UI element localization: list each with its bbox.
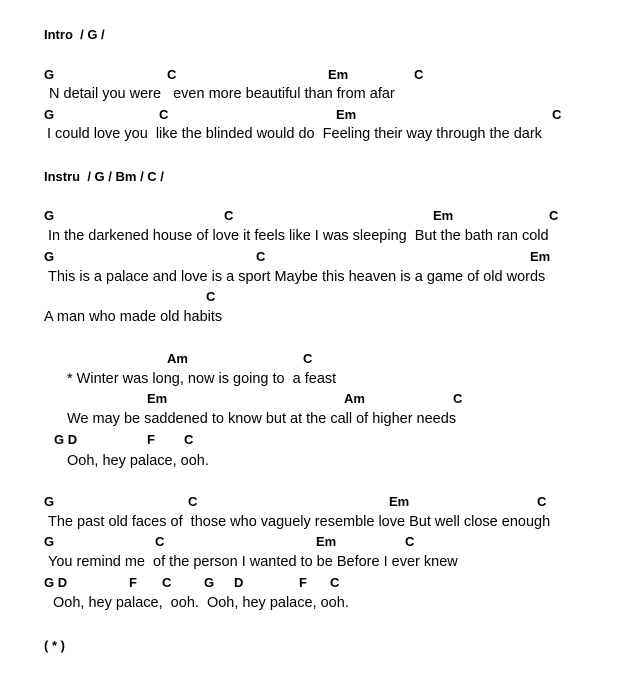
lyric-line: We may be saddened to know but at the call of higher needs xyxy=(67,411,457,427)
chord: Em xyxy=(336,107,357,122)
lyric-line: Ooh, hey palace, ooh. xyxy=(67,453,209,469)
chord: Em xyxy=(530,249,551,264)
lyric-line: * Winter was long, now is going to a feast xyxy=(67,371,337,387)
lyric-line: The past old faces of those who vaguely resemble love But well close enough xyxy=(48,514,551,530)
chord: C xyxy=(330,575,340,590)
chord: C xyxy=(405,534,415,549)
lyric-line: Ooh, hey palace, ooh. Ooh, hey palace, ooh. xyxy=(53,595,349,611)
chord: Em xyxy=(433,208,454,223)
lyric-line: N detail you were even more beautiful than from afar xyxy=(49,86,395,102)
chord: C xyxy=(155,534,165,549)
chord: G xyxy=(44,534,55,549)
chord: C xyxy=(159,107,169,122)
chord: C xyxy=(414,67,424,82)
chorus-repeat-marker: ( * ) xyxy=(44,638,65,653)
chord: G xyxy=(44,107,55,122)
chord: G xyxy=(44,208,55,223)
intro-heading: Intro / G / xyxy=(44,27,105,42)
chord: C xyxy=(167,67,177,82)
chord: Am xyxy=(167,351,188,366)
lyric-line: You remind me of the person I wanted to be Before I ever knew xyxy=(48,554,458,570)
chord: C xyxy=(303,351,313,366)
chord: F xyxy=(299,575,307,590)
chord: Em xyxy=(389,494,410,509)
chord: Em xyxy=(147,391,168,406)
chord: C xyxy=(184,432,194,447)
lyric-line: In the darkened house of love it feels like I was sleeping But the bath ran cold xyxy=(48,228,549,244)
chord: C xyxy=(188,494,198,509)
chord: C xyxy=(549,208,559,223)
chord: F xyxy=(147,432,155,447)
chord: G xyxy=(44,249,55,264)
chord: C xyxy=(453,391,463,406)
chord: F xyxy=(129,575,137,590)
chord: C xyxy=(552,107,562,122)
chord: Em xyxy=(328,67,349,82)
chord: D xyxy=(234,575,244,590)
chord: C xyxy=(224,208,234,223)
chord: G xyxy=(44,67,55,82)
instru-heading: Instru / G / Bm / C / xyxy=(44,169,164,184)
chord: C xyxy=(537,494,547,509)
chord: G xyxy=(44,494,55,509)
lyric-line: This is a palace and love is a sport Maybe this heaven is a game of old words xyxy=(48,269,546,285)
chord: C xyxy=(206,289,216,304)
chord: G D xyxy=(54,432,78,447)
chord: Am xyxy=(344,391,365,406)
chord: G xyxy=(204,575,215,590)
lyric-line: A man who made old habits xyxy=(44,309,223,325)
chord: C xyxy=(162,575,172,590)
chord: Em xyxy=(316,534,337,549)
lyric-line: I could love you like the blinded would do Feeling their way through the dark xyxy=(47,126,542,142)
chord: G D xyxy=(44,575,68,590)
chord: C xyxy=(256,249,266,264)
